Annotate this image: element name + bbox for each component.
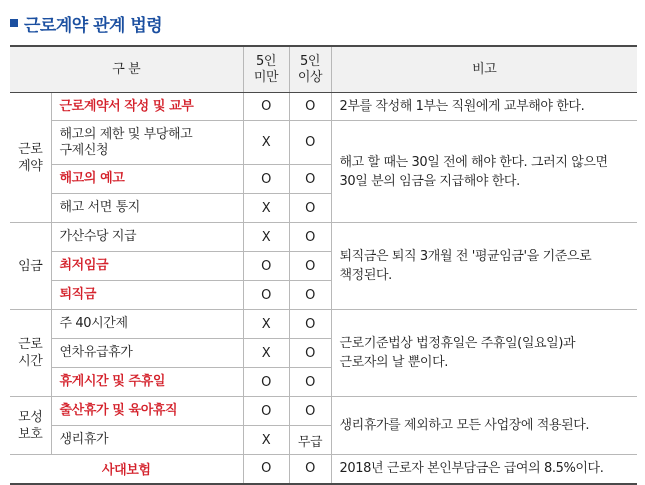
row-over5: 무급 [289, 426, 331, 455]
row-over5: O [289, 368, 331, 397]
row-over5: O [289, 339, 331, 368]
row-item: 가산수당 지급 [51, 223, 243, 252]
header-division: 구 분 [10, 46, 243, 93]
table-row [10, 223, 637, 252]
row-over5: O [289, 93, 331, 121]
table-row [10, 121, 637, 165]
row-under5: X [243, 310, 289, 339]
row-over5: O [289, 455, 331, 484]
row-note: 근로기준법상 법정휴일은 주휴일(일요일)과 근로자의 날 뿐이다. [331, 310, 637, 397]
row-item: 최저임금 [51, 252, 243, 281]
row-item: 근로계약서 작성 및 교부 [51, 93, 243, 121]
row-over5: O [289, 165, 331, 194]
row-item: 해고 서면 통지 [51, 194, 243, 223]
row-item: 휴게시간 및 주휴일 [51, 368, 243, 397]
row-note: 2부를 작성해 1부는 직원에게 교부해야 한다. [331, 93, 637, 121]
table-row [10, 93, 637, 121]
row-item: 해고의 예고 [51, 165, 243, 194]
row-over5: O [289, 223, 331, 252]
row-note: 2018년 근로자 본인부담금은 급여의 8.5%이다. [331, 455, 637, 484]
table-row [10, 310, 637, 339]
title-bullet-icon [10, 19, 18, 27]
table-header-row [10, 46, 637, 93]
row-item: 출산휴가 및 육아휴직 [51, 397, 243, 426]
row-under5: O [243, 281, 289, 310]
row-over5: O [289, 194, 331, 223]
labor-law-table [10, 45, 637, 485]
group-hours: 근로 시간 [10, 310, 51, 397]
page-title [10, 10, 162, 36]
row-under5: X [243, 121, 289, 165]
row-under5: X [243, 194, 289, 223]
row-under5: O [243, 368, 289, 397]
row-over5: O [289, 397, 331, 426]
row-under5: O [243, 455, 289, 484]
row-over5: O [289, 310, 331, 339]
row-under5: O [243, 165, 289, 194]
row-under5: X [243, 426, 289, 455]
group-contract: 근로 계약 [10, 93, 51, 223]
row-item-insurance: 사대보험 [10, 455, 243, 484]
row-note: 퇴직금은 퇴직 3개월 전 '평균임금'을 기준으로 책정된다. [331, 223, 637, 310]
group-wage: 임금 [10, 223, 51, 310]
header-over5: 5인 이상 [289, 46, 331, 93]
header-note: 비고 [331, 46, 637, 93]
row-over5: O [289, 121, 331, 165]
table-row [10, 455, 637, 484]
row-item: 퇴직금 [51, 281, 243, 310]
row-item: 주 40시간제 [51, 310, 243, 339]
title-text: 근로계약 관계 법령 [24, 15, 163, 36]
row-item: 생리휴가 [51, 426, 243, 455]
row-under5: O [243, 397, 289, 426]
row-item: 연차유급휴가 [51, 339, 243, 368]
header-under5: 5인 미만 [243, 46, 289, 93]
row-over5: O [289, 281, 331, 310]
row-item: 해고의 제한 및 부당해고 구제신청 [51, 121, 243, 165]
table-row [10, 397, 637, 426]
row-over5: O [289, 252, 331, 281]
row-note: 해고 할 때는 30일 전에 해야 한다. 그러지 않으면 30일 분의 임금을 지급해야 한다. [331, 121, 637, 223]
row-under5: X [243, 223, 289, 252]
row-note: 생리휴가를 제외하고 모든 사업장에 적용된다. [331, 397, 637, 455]
group-maternity: 모성 보호 [10, 397, 51, 455]
row-under5: O [243, 252, 289, 281]
row-under5: O [243, 93, 289, 121]
row-under5: X [243, 339, 289, 368]
